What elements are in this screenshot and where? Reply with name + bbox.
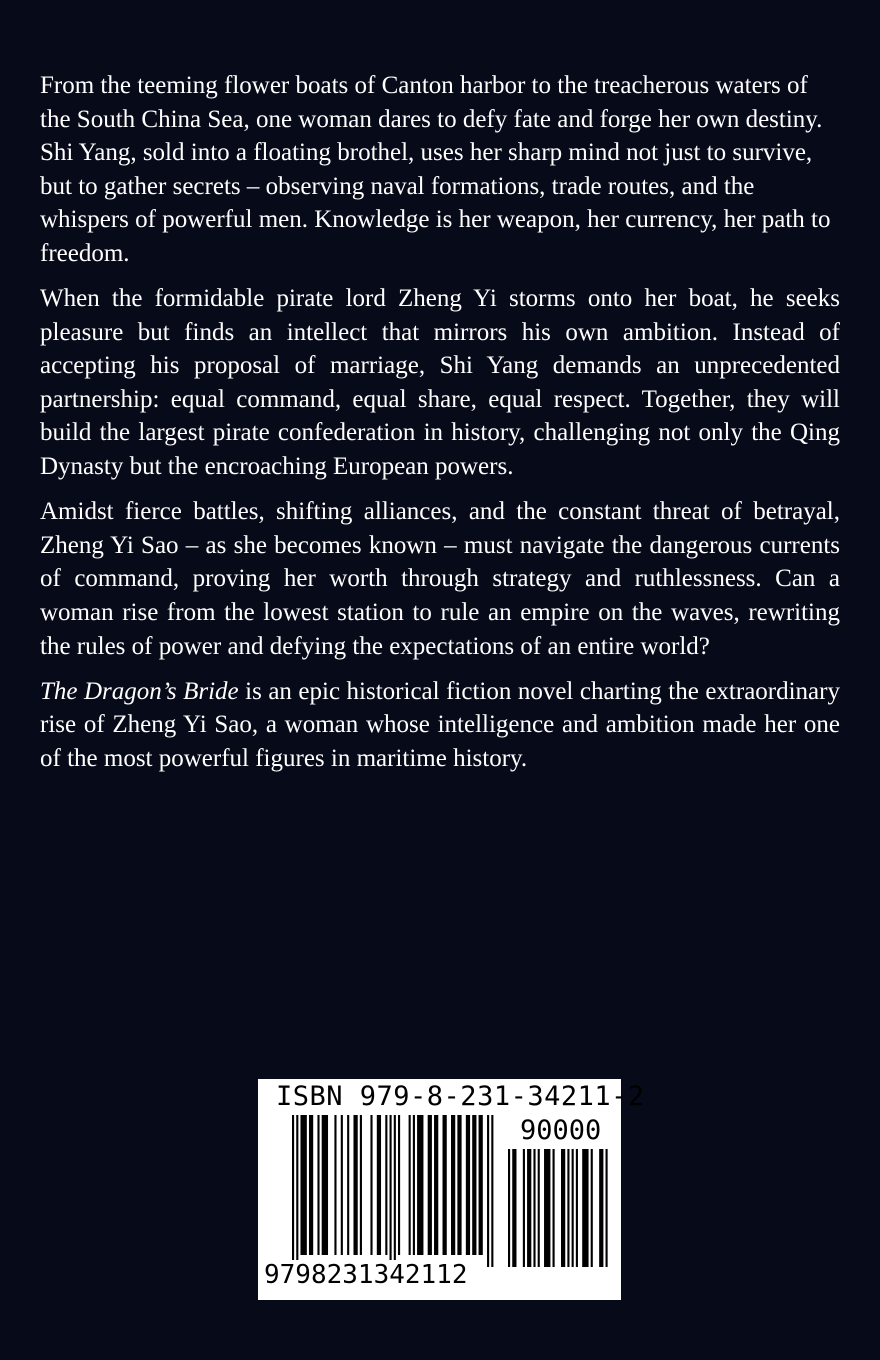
blurb-paragraph-2: When the formidable pirate lord Zheng Yi storms onto her boat, he seeks pleasure but finds an intellect that mirrors his own ambition. Instead of accepting his proposal of marriage, Shi Yang demands an unprecedented partnership: equal command, equal share, equal respect. Together, they will build the largest pirate confederation in history, challenging not only the Qing Dynasty but the encroaching European powers. (40, 285, 840, 481)
addon-bar (599, 1149, 603, 1267)
addon-bar (591, 1149, 593, 1267)
ean-bar (398, 1115, 400, 1255)
ean-bar (317, 1115, 319, 1255)
addon-bar (523, 1149, 525, 1267)
ean-bar (385, 1115, 387, 1255)
ean-bar (428, 1115, 432, 1255)
ean-digits: 9798231342112 (264, 1260, 468, 1290)
ean-bar (390, 1115, 392, 1267)
ean-bar (443, 1115, 447, 1255)
book-title: The Dragon’s Bride (40, 677, 239, 705)
blurb (40, 69, 840, 787)
barcode-box (258, 1079, 645, 1300)
addon-bar (508, 1149, 510, 1267)
addon-bar (567, 1149, 569, 1267)
isbn-label: ISBN 979-8-231-34211-2 (276, 1081, 645, 1112)
ean-bar (360, 1115, 362, 1255)
addon-bar (606, 1149, 608, 1267)
ean-bar (417, 1115, 423, 1255)
addon-bar (538, 1149, 540, 1267)
ean-bar (370, 1115, 372, 1255)
ean-bar (434, 1115, 438, 1255)
ean-bar (413, 1115, 415, 1255)
ean-bar (472, 1115, 476, 1255)
ean-bar (309, 1115, 313, 1255)
addon-bar (582, 1149, 588, 1267)
ean-bar (487, 1115, 489, 1267)
addon-bar (561, 1149, 565, 1267)
addon-bar (576, 1149, 578, 1267)
ean-bar (409, 1115, 411, 1255)
blurb-paragraph-4-text: is an epic historical fiction novel charting the extraordinary rise of Zheng Yi Sao, a woman whose intelligence and ambition made her one of the most powerful figures in maritime history. (40, 677, 840, 772)
ean-bar (451, 1115, 455, 1255)
ean-bar (479, 1115, 483, 1255)
ean-bar (491, 1115, 493, 1267)
ean-bar (322, 1115, 328, 1255)
blurb-paragraph-1: From the teeming flower boats of Canton harbor to the treacherous waters of the South China Sea, one woman dares to defy fate and forge her own destiny. Shi Yang, sold into a floating brothel, uses her sharp mind not just to survive, but to gather secrets – observing naval formations, trade routes, and the whispers of powerful men. Knowledge is her weapon, her currency, her path to freedom. (40, 72, 831, 267)
ean-bar (341, 1115, 343, 1255)
ean-bar (300, 1115, 306, 1255)
addon-bar (544, 1149, 550, 1267)
ean-bar (353, 1115, 357, 1255)
ean-bar (296, 1115, 298, 1267)
ean-bar (457, 1115, 461, 1255)
addon-bar (527, 1149, 531, 1267)
ean-bar (377, 1115, 381, 1255)
ean-bar (466, 1115, 470, 1255)
ean-bar (292, 1115, 294, 1267)
addon-bar (553, 1149, 555, 1267)
ean-bar (394, 1115, 396, 1267)
ean-bar (347, 1115, 349, 1255)
blurb-paragraph-3: Amidst fierce battles, shifting alliances, and the constant threat of betrayal, Zheng Yi Sao – as she becomes known – must navigate the dangerous currents of command, proving her worth through strategy and ruthlessness. Can a woman rise from the lowest station to rule an empire on the waves, rewriting the rules of power and defying the expectations of an entire world? (40, 498, 840, 660)
addon-bar (512, 1149, 516, 1267)
price-code: 90000 (520, 1115, 602, 1146)
ean-bar (334, 1115, 336, 1255)
blurb-paragraph-4 (40, 675, 840, 776)
addon-bar (533, 1149, 535, 1267)
addon-bar (572, 1149, 574, 1267)
